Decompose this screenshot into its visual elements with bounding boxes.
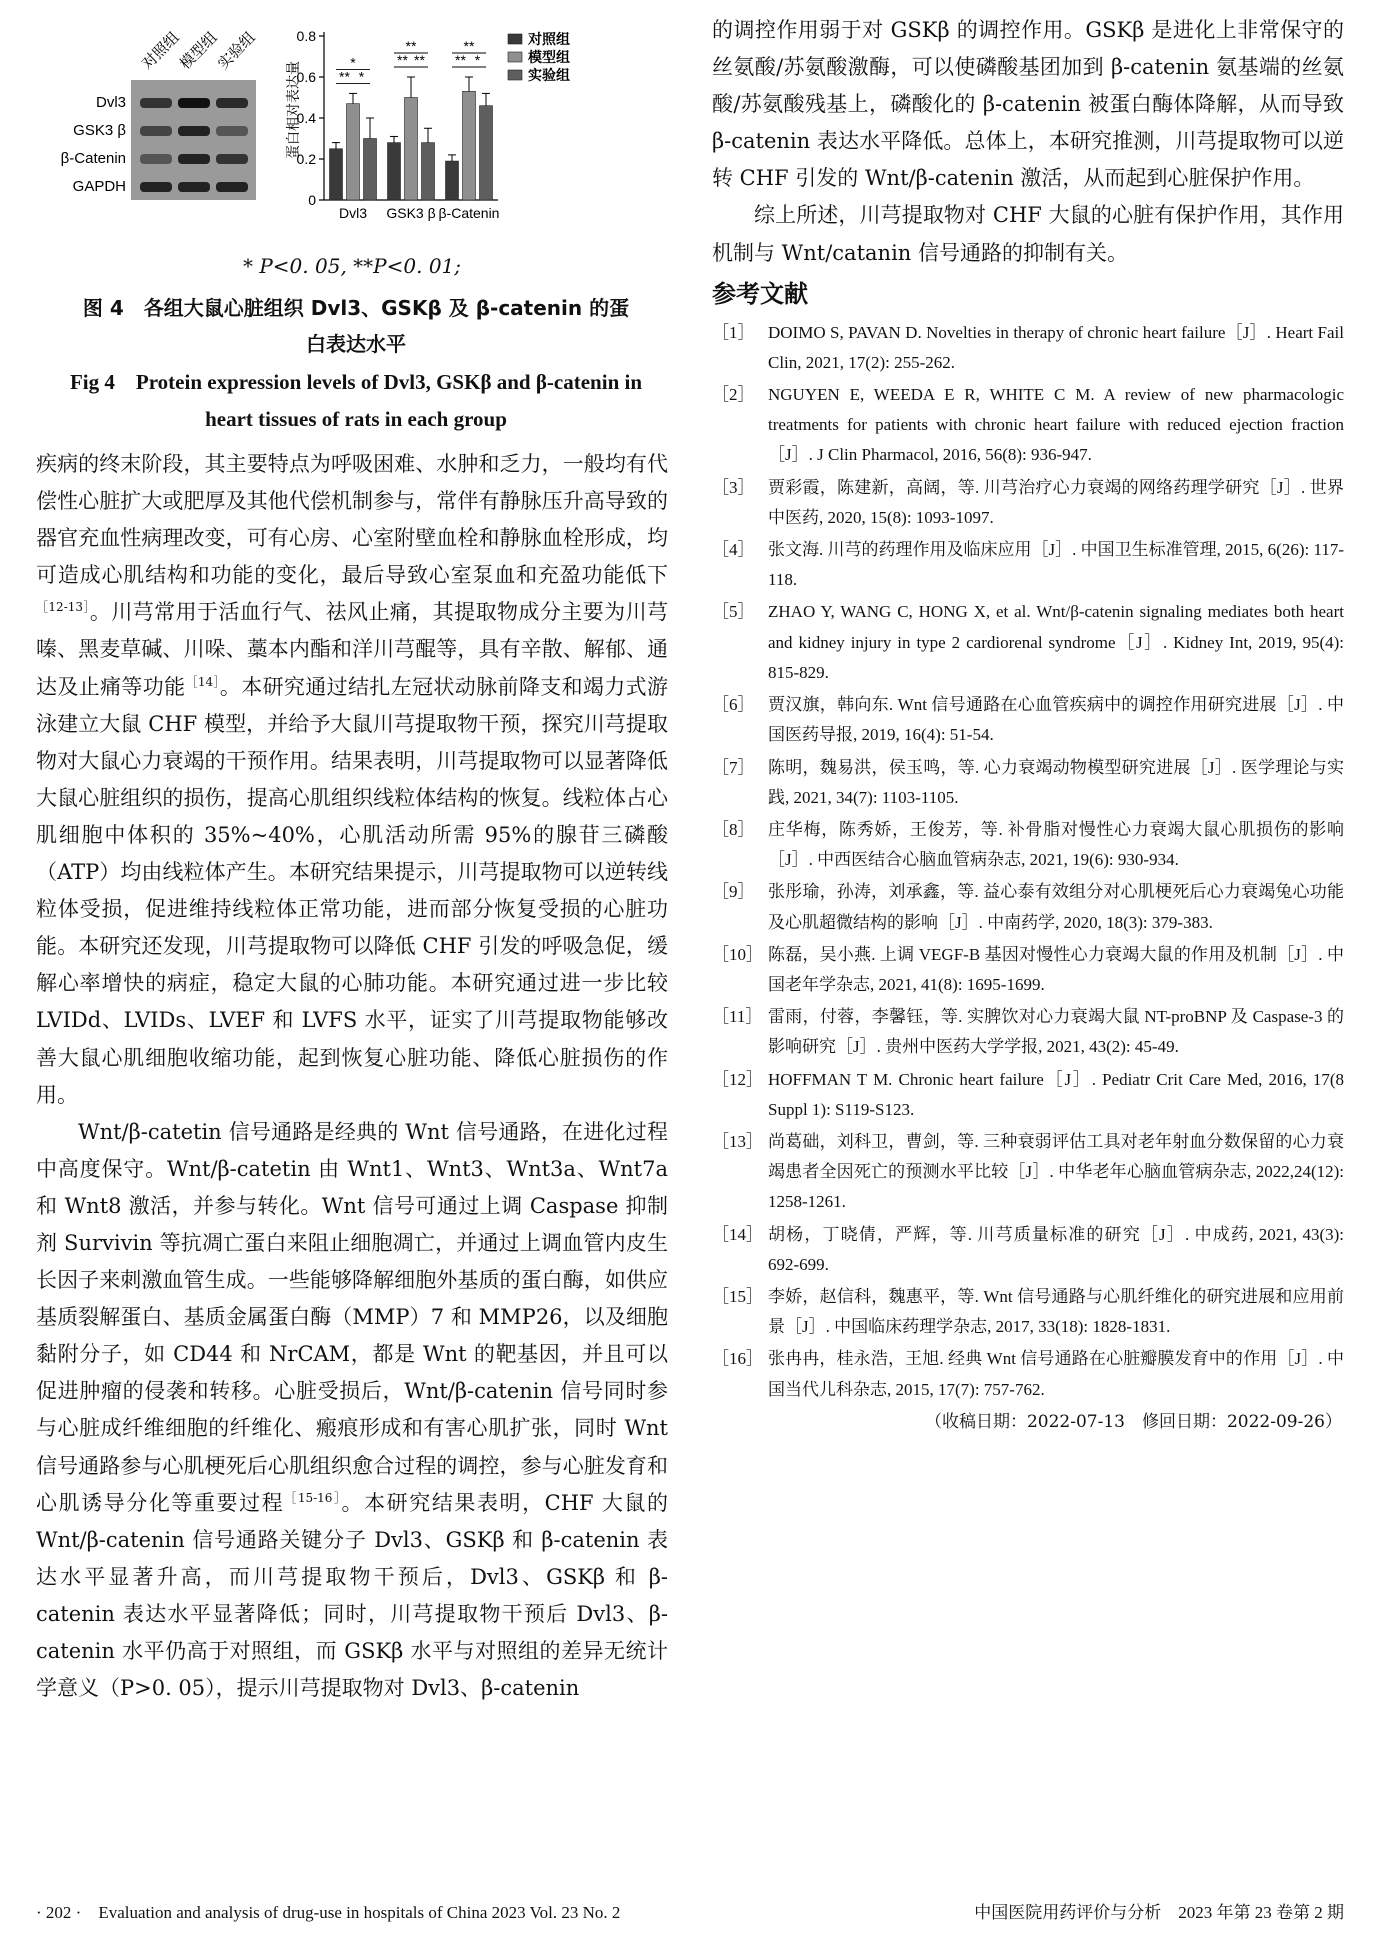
significance-mark: **	[405, 38, 417, 54]
paragraph: 的调控作用弱于对 GSKβ 的调控作用。GSKβ 是进化上非常保守的丝氨酸/苏氨酸激酶，可以使磷酸基团加到 β-catenin 氨基端的丝氨酸/苏氨酸残基上，磷酸化的 β-catenin 被蛋白酶体降解，从而导致 β-catenin 表达水平降低。总体上，本研究推测，川芎提取物可以逆转 CHF 引发的 Wnt/β-catenin 激活，从而起到心脏保护作用。	[712, 18, 1344, 191]
reference-item	[712, 690, 1344, 750]
reference-text: 陈明，魏易洪，侯玉鸣，等. 心力衰竭动物模型研究进展［J］. 医学理论与实践, 2021, 34(7): 1103-1105.	[768, 757, 1344, 807]
chart-legend	[508, 31, 570, 83]
reference-item	[712, 753, 1344, 813]
reference-number: ［11］	[712, 1007, 763, 1027]
blot-row-label: Dvl3	[95, 94, 126, 111]
reference-number: ［4］	[712, 540, 755, 560]
text-run: 疾病的终末阶段，其主要特点为呼吸困难、水肿和乏力，一般均有代偿性心脏扩大或肥厚及其他代偿机制参与，常伴有静脉压升高导致的器官充血性病理改变，可有心房、心室附壁血栓和静脉血栓形成，均可造成心肌结构和功能的变化，最后导致心室泵血和充盈功能低下	[36, 452, 668, 588]
x-tick-label: GSK3 β	[386, 205, 436, 221]
x-axis-labels	[339, 205, 500, 221]
significance-mark: *	[350, 54, 356, 71]
significance-mark: **	[397, 52, 408, 68]
reference-item	[712, 1220, 1344, 1280]
reference-text: 贾彩霞，陈建新，高阔，等. 川芎治疗心力衰竭的网络药理学研究［J］. 世界中医药, 2020, 15(8): 1093-1097.	[768, 477, 1344, 527]
reference-text: 尚葛础，刘科卫，曹剑，等. 三种衰弱评估工具对老年射血分数保留的心力衰竭患者全因死亡的预测水平比较［J］. 中华老年心脑血管病杂志, 2022,24(12): 1258-1261.	[768, 1131, 1344, 1212]
blot-band	[178, 182, 210, 192]
significance-mark: **	[339, 68, 350, 85]
reference-text: ZHAO Y, WANG C, HONG X, et al. Wnt/β-catenin signaling mediates both heart and kidney injury in type 2 cardiorenal syndrome［J］. Kidney Int, 2019, 95(4): 815-829.	[768, 602, 1344, 682]
reference-number: ［6］	[712, 695, 755, 715]
reference-text: 张彤瑜，孙涛，刘承鑫，等. 益心泰有效组分对心肌梗死后心力衰竭兔心功能及心肌超微结构的影响［J］. 中南药学, 2020, 18(3): 379-383.	[768, 882, 1344, 932]
reference-text: 胡杨，丁晓倩，严辉，等. 川芎质量标准的研究［J］. 中成药, 2021, 43(3): 692-699.	[768, 1224, 1344, 1274]
blot-row-label: β-Catenin	[60, 150, 126, 167]
reference-item	[712, 815, 1344, 875]
y-tick-label: 0.2	[296, 151, 316, 167]
blot-lane-label: 实验组	[214, 28, 259, 73]
blot-band	[140, 154, 172, 164]
bar-chart	[276, 0, 666, 250]
reference-text: HOFFMAN T M. Chronic heart failure［J］. Pediatr Crit Care Med, 2016, 17(8 Suppl 1): S119-S123.	[768, 1069, 1344, 1119]
reference-item	[712, 1002, 1344, 1062]
references-heading: 参考文献	[712, 279, 808, 308]
reference-number: ［3］	[712, 477, 755, 497]
reference-number: ［8］	[712, 819, 755, 839]
reference-list	[712, 318, 1344, 1405]
reference-number: ［10］	[712, 944, 763, 964]
reference-item	[712, 380, 1344, 471]
significance-mark: **	[455, 52, 466, 68]
blot-lane-label: 对照组	[138, 28, 183, 73]
figure-caption-cn: 图 4 各组大鼠心脏组织 Dvl3、GSKβ 及 β-catenin 的蛋白表达水平	[82, 296, 630, 356]
reference-number: ［2］	[712, 385, 755, 405]
blot-band	[216, 154, 248, 164]
significance-mark: **	[463, 38, 475, 54]
citation: ［14］	[185, 674, 220, 689]
reference-number: ［16］	[712, 1349, 763, 1369]
x-tick-label: β-Catenin	[438, 205, 500, 221]
legend-label: 实验组	[528, 67, 570, 83]
significance-mark: *	[474, 52, 481, 68]
legend-swatch	[508, 34, 522, 44]
legend-swatch	[508, 70, 522, 80]
reference-number: ［5］	[712, 602, 755, 622]
reference-number: ［15］	[712, 1286, 763, 1306]
reference-item	[712, 1344, 1344, 1404]
y-tick-label: 0.4	[296, 110, 316, 126]
received-revised-dates: （收稿日期：2022-07-13 修回日期：2022-09-26）	[924, 1411, 1342, 1432]
reference-text: 张冉冉，桂永浩，王旭. 经典 Wnt 信号通路在心脏瓣膜发育中的作用［J］. 中国当代儿科杂志, 2015, 17(7): 757-762.	[768, 1349, 1344, 1399]
significance-note: * P<0. 05, **P<0. 01;	[242, 254, 462, 278]
reference-text: 贾汉旗，韩向东. Wnt 信号通路在心血管疾病中的调控作用研究进展［J］. 中国医药导报, 2019, 16(4): 51-54.	[768, 695, 1344, 745]
western-blot	[36, 0, 276, 250]
x-tick-label: Dvl3	[338, 205, 368, 221]
y-tick-label: 0	[308, 192, 316, 208]
blot-band	[140, 182, 172, 192]
text-run: 。本研究结果表明，CHF 大鼠的 Wnt/β-catenin 信号通路关键分子 Dvl3、GSKβ 和 β-catenin 表达水平显著升高，而川芎提取物干预后，Dvl3、GSKβ 和 β-catenin 表达水平显著降低；同时，川芎提取物干预后 Dvl3、β-catenin 水平仍高于对照组，而 GSKβ 水平与对照组的差异无统计学意义（P>0. 05），提示川芎提取物对 Dvl3、β-catenin	[36, 1490, 668, 1701]
blot-band	[178, 98, 210, 108]
bar	[347, 104, 360, 200]
blot-band	[178, 154, 210, 164]
citation: ［12-13］	[36, 600, 90, 615]
chart-bars	[330, 77, 493, 200]
text-run: Wnt/β-catetin 信号通路是经典的 Wnt 信号通路，在进化过程中高度保守。Wnt/β-catetin 由 Wnt1、Wnt3、Wnt3a、Wnt7a 和 Wnt8 激活，并参与转化。Wnt 信号可通过上调 Caspase 抑制剂 Survivin 等抗凋亡蛋白来阻止细胞凋亡，并通过上调血管内皮生长因子来刺激血管生成。一些能够降解细胞外基质的蛋白酶，如供应基质裂解蛋白、基质金属蛋白酶（MMP）7 和 MMP26，以及细胞黏附分子，如 CD44 和 NrCAM，都是 Wnt 的靶基因，并且可以促进肿瘤的侵袭和转移。心脏受损后，Wnt/β-catenin 信号同时参与心脏成纤维细胞的纤维化、瘢痕形成和有害心肌扩张，同时 Wnt 信号通路参与心肌梗死后心肌组织愈合过程的调控，参与心脏发育和心肌诱导分化等重要过程	[36, 1119, 668, 1515]
reference-item	[712, 1282, 1344, 1342]
paragraph	[36, 446, 668, 1114]
reference-item	[712, 940, 1344, 1000]
reference-number: ［14］	[712, 1224, 763, 1244]
citation: ［15-16］	[284, 1490, 342, 1505]
blot-row-label: GAPDH	[72, 178, 126, 195]
legend-swatch	[508, 52, 522, 62]
right-body	[712, 12, 1344, 1437]
bar	[446, 161, 459, 200]
reference-text: 陈磊，吴小燕. 上调 VEGF-B 基因对慢性心力衰竭大鼠的作用及机制［J］. 中国老年学杂志, 2021, 41(8): 1695-1699.	[768, 944, 1344, 994]
y-tick-label: 0.8	[296, 28, 316, 44]
blot-lane-label: 模型组	[176, 28, 221, 73]
reference-item	[712, 318, 1344, 378]
significance-mark: **	[414, 52, 425, 68]
reference-number: ［1］	[712, 322, 755, 342]
figure-4	[36, 0, 668, 270]
reference-text: 李娇，赵信科，魏惠平，等. Wnt 信号通路与心肌纤维化的研究进展和应用前景［J］. 中国临床药理学杂志, 2017, 33(18): 1828-1831.	[768, 1286, 1344, 1337]
bar	[330, 149, 343, 200]
paragraph: 综上所述，川芎提取物对 CHF 大鼠的心脏有保护作用，其作用机制与 Wnt/catanin 信号通路的抑制有关。	[712, 203, 1344, 265]
legend-label: 对照组	[528, 31, 570, 47]
y-axis-label: 蛋白相对表达量	[285, 61, 301, 159]
reference-item	[712, 473, 1344, 533]
reference-item	[712, 1127, 1344, 1218]
reference-item	[712, 535, 1344, 595]
reference-text: 张文海. 川芎的药理作用及临床应用［J］. 中国卫生标准管理, 2015, 6(26): 117-118.	[768, 540, 1344, 590]
text-run: 。川芎常用于活血行气、祛风止痛，其提取物成分主要为川芎嗪、黑麦草碱、川哚、藁本内酯和洋川芎醌等，具有辛散、解郁、通达及止痛等功能	[36, 600, 668, 699]
y-tick-label: 0.6	[296, 69, 316, 85]
reference-number: ［9］	[712, 882, 755, 902]
bar	[364, 139, 377, 201]
left-body	[36, 446, 668, 1707]
page-footer	[36, 1898, 1344, 1923]
reference-text: DOIMO S, PAVAN D. Novelties in therapy of chronic heart failure［J］. Heart Fail Clin, 2021, 17(2): 255-262.	[768, 322, 1344, 372]
blot-row-label: GSK3 β	[73, 122, 126, 139]
blot-band	[216, 126, 248, 136]
bar	[388, 143, 401, 200]
reference-text: NGUYEN E, WEEDA E R, WHITE C M. A review of new pharmacologic treatments for patients with chronic heart failure with reduced ejection fraction［J］. J Clin Pharmacol, 2016, 56(8): 936-947.	[768, 385, 1344, 465]
blot-band	[140, 98, 172, 108]
text-run: 。本研究通过结扎左冠状动脉前降支和竭力式游泳建立大鼠 CHF 模型，并给予大鼠川芎提取物干预，探究川芎提取物对大鼠心力衰竭的干预作用。结果表明，川芎提取物可以显著降低大鼠心脏组织的损伤，提高心肌组织线粒体结构的恢复。线粒体占心肌细胞中体积的 35%~40%，心肌活动所需 95%的腺苷三磷酸（ATP）均由线粒体产生。本研究结果提示，川芎提取物可以逆转线粒体受损，促进维持线粒体正常功能，进而部分恢复受损的心脏功能。本研究还发现，川芎提取物可以降低 CHF 引发的呼吸急促，缓解心率增快的病症，稳定大鼠的心肺功能。本研究通过进一步比较 LVIDd、LVIDs、LVEF 和 LVFS 水平，证实了川芎提取物能够改善大鼠心肌细胞收缩功能，起到恢复心脏功能、降低心脏损伤的作用。	[36, 674, 669, 1107]
reference-item	[712, 1065, 1344, 1125]
footer-right: 中国医院用药评价与分析 2023 年第 23 卷第 2 期	[974, 1903, 1344, 1922]
blot-band	[178, 126, 210, 136]
reference-text: 雷雨，付蓉，李馨钰，等. 实脾饮对心力衰竭大鼠 NT-proBNP 及 Caspase-3 的影响研究［J］. 贵州中医药大学学报, 2021, 43(2): 45-49.	[768, 1007, 1344, 1057]
reference-item	[712, 597, 1344, 688]
bar	[405, 98, 418, 201]
reference-number: ［13］	[712, 1131, 763, 1151]
blot-band	[216, 98, 248, 108]
bar	[480, 106, 493, 200]
blot-band	[140, 126, 172, 136]
bar	[463, 91, 476, 200]
footer-left: · 202 · Evaluation and analysis of drug-use in hospitals of China 2023 Vol. 23 No. 2	[36, 1903, 621, 1922]
reference-number: ［12］	[712, 1069, 763, 1089]
reference-number: ［7］	[712, 757, 755, 777]
reference-text: 庄华梅，陈秀娇，王俊芳，等. 补骨脂对慢性心力衰竭大鼠心肌损伤的影响［J］. 中西医结合心脑血管病杂志, 2021, 19(6): 930-934.	[768, 819, 1344, 870]
reference-item	[712, 877, 1344, 937]
significance-mark: *	[358, 68, 365, 85]
bar	[422, 143, 435, 200]
figure-caption-en: Fig 4 Protein expression levels of Dvl3, GSKβ and β-catenin in heart tissues of rats in each group	[69, 370, 643, 431]
paragraph	[36, 1114, 668, 1708]
blot-band	[216, 182, 248, 192]
legend-label: 模型组	[528, 49, 570, 65]
